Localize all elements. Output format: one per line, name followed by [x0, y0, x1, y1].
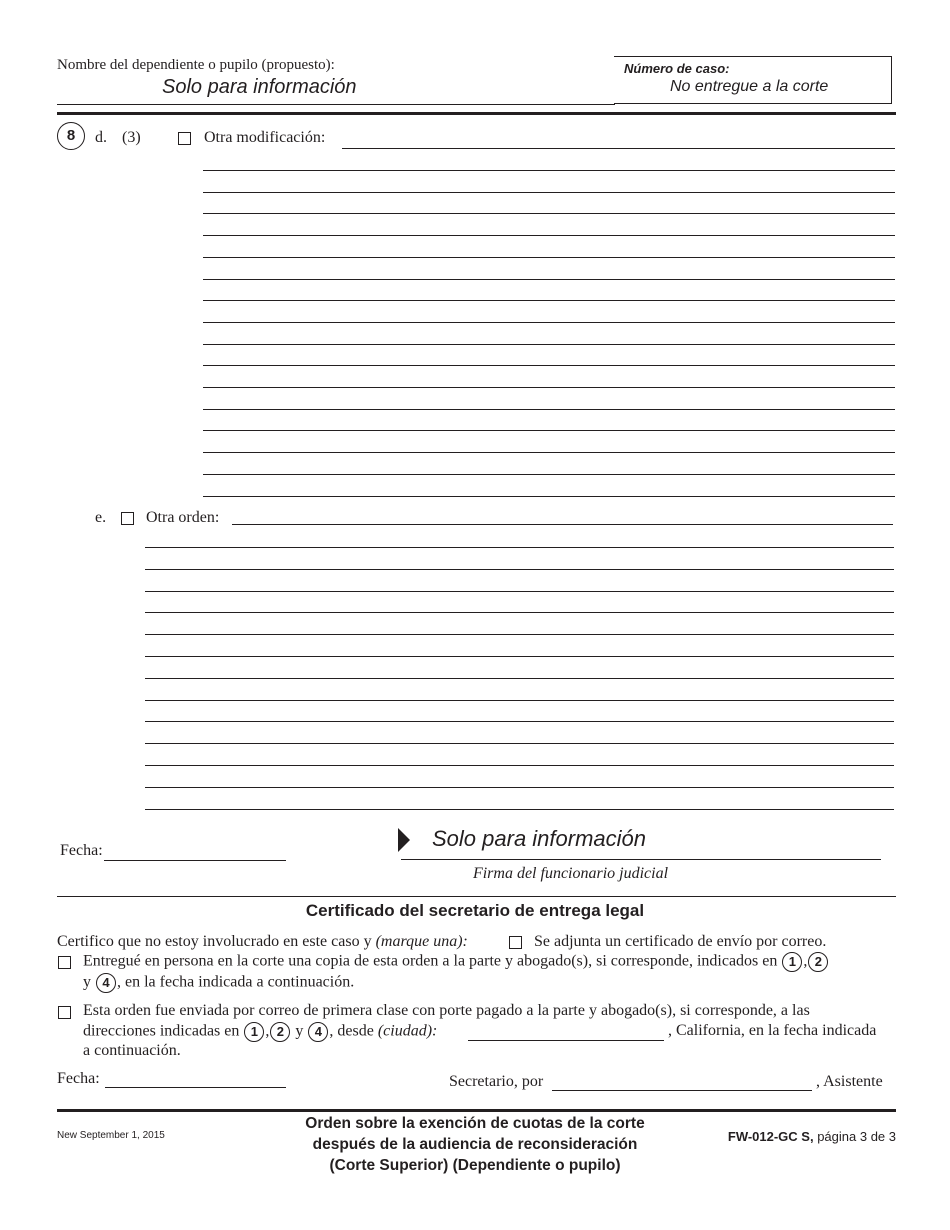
clerk-intro-line: [57, 933, 468, 951]
footer-title: [260, 1113, 690, 1176]
other-modification-line[interactable]: [203, 474, 895, 475]
other-order-line[interactable]: [145, 809, 894, 810]
footer-form-id: [728, 1129, 896, 1144]
footer-title-line3: (Corte Superior) (Dependiente o pupilo): [329, 1157, 621, 1174]
mailed-line3: a continuación.: [83, 1042, 181, 1059]
other-order-line[interactable]: [145, 656, 894, 657]
mailed-city-field[interactable]: [468, 1040, 664, 1041]
attached-certificate-checkbox[interactable]: [509, 936, 522, 949]
other-order-line[interactable]: [145, 700, 894, 701]
judge-signature-line[interactable]: [401, 859, 881, 860]
other-modification-line[interactable]: [203, 344, 895, 345]
footer-title-line2: después de la audiencia de reconsideración: [312, 1136, 638, 1153]
clerk-intro-italic: (marque una):: [375, 933, 468, 950]
other-order-line[interactable]: [145, 678, 894, 679]
other-modification-checkbox[interactable]: [178, 132, 191, 145]
other-order-line[interactable]: [232, 524, 893, 525]
clerk-signature-field[interactable]: [552, 1090, 812, 1091]
served-in-person-line1: Entregué en persona en la corte una copia de esta orden a la parte y abogado(s), si corresponde, indicados en 1 , 2: [83, 952, 829, 972]
mail-ref-circle-1: 1: [244, 1022, 264, 1042]
mailed-checkbox[interactable]: [58, 1006, 71, 1019]
other-order-line[interactable]: [145, 547, 894, 548]
served-in-person-end: , en la fecha indicada a continuación.: [117, 973, 355, 991]
attached-certificate-label: Se adjunta un certificado de envío por correo.: [534, 933, 827, 950]
ref-circle-2: 2: [808, 952, 828, 972]
other-order-line[interactable]: [145, 721, 894, 722]
header-divider: [57, 112, 896, 115]
mail-ref-circle-2: 2: [270, 1022, 290, 1042]
mailed-city-label: (ciudad):: [377, 1022, 438, 1040]
other-order-line[interactable]: [145, 569, 894, 570]
served-in-person-text: Entregué en persona en la corte una copia de esta orden a la parte y abogado(s), si corresponde, indicados en: [83, 952, 778, 970]
judge-date-field[interactable]: [104, 860, 286, 861]
item-e-letter: e.: [95, 509, 107, 526]
clerk-date-label: Fecha:: [57, 1070, 100, 1087]
other-modification-line[interactable]: [203, 213, 895, 214]
footer-revision: New September 1, 2015: [57, 1130, 165, 1141]
other-modification-line[interactable]: [203, 170, 895, 171]
mail-ref-circle-4: 4: [308, 1022, 328, 1042]
other-order-line[interactable]: [145, 765, 894, 766]
clerk-certificate-title: Certificado del secretario de entrega legal: [305, 901, 645, 920]
footer-title-line1: Orden sobre la exención de cuotas de la corte: [305, 1115, 645, 1132]
judge-date-label: Fecha:: [60, 842, 103, 859]
mailed-line2-end: , California, en la fecha indicada: [668, 1022, 877, 1039]
other-order-checkbox[interactable]: [121, 512, 134, 525]
ref-circle-4: 4: [96, 973, 116, 993]
item-number-8: 8: [57, 122, 85, 150]
clerk-intro: Certifico que no estoy involucrado en este caso y: [57, 933, 372, 950]
case-number-value: No entregue a la corte: [670, 78, 829, 95]
footer-form-number: FW-012-GC S,: [727, 1129, 814, 1144]
signature-caption: Firma del funcionario judicial: [472, 865, 669, 882]
other-order-line[interactable]: [145, 612, 894, 613]
mailed-line1: Esta orden fue enviada por correo de primera clase con porte pagado a la parte y abogado(s), si corresponde, a las: [83, 1002, 810, 1019]
other-order-label: Otra orden:: [146, 509, 220, 526]
other-modification-line[interactable]: [342, 148, 895, 149]
dependent-name-value: Solo para información: [162, 76, 357, 98]
mailed-y: y: [295, 1022, 304, 1040]
dependent-name-label: Nombre del dependiente o pupilo (propuesto):: [57, 57, 335, 73]
other-modification-line[interactable]: [203, 409, 895, 410]
other-order-line[interactable]: [145, 787, 894, 788]
certificate-top-divider: [57, 896, 896, 897]
clerk-by-label: Secretario, por: [449, 1073, 544, 1090]
served-in-person-y: y: [83, 973, 91, 991]
other-modification-line[interactable]: [203, 387, 895, 388]
item-d-letter: d.: [95, 129, 107, 146]
other-order-line[interactable]: [145, 591, 894, 592]
footer-divider: [57, 1109, 896, 1112]
other-modification-line[interactable]: [203, 452, 895, 453]
case-number-label: Número de caso:: [624, 61, 730, 76]
other-modification-line[interactable]: [203, 279, 895, 280]
mailed-desde: , desde: [329, 1022, 374, 1040]
other-modification-line[interactable]: [203, 235, 895, 236]
other-order-line[interactable]: [145, 634, 894, 635]
footer-page-label: página 3 de 3: [817, 1129, 896, 1144]
item-d-sub: (3): [122, 129, 141, 146]
mailed-line2-start: direcciones indicadas en: [83, 1022, 240, 1040]
other-modification-line[interactable]: [203, 496, 895, 497]
served-in-person-checkbox[interactable]: [58, 956, 71, 969]
other-modification-line[interactable]: [203, 192, 895, 193]
assistant-label: , Asistente: [816, 1073, 883, 1090]
judge-signature-value: Solo para información: [432, 826, 647, 851]
ref-circle-1: 1: [782, 952, 802, 972]
other-modification-line[interactable]: [203, 300, 895, 301]
served-in-person-line2: [83, 973, 354, 993]
signature-arrow-icon: [398, 828, 410, 852]
other-order-line[interactable]: [145, 743, 894, 744]
other-modification-line[interactable]: [203, 430, 895, 431]
dependent-name-underline: [57, 104, 615, 105]
clerk-date-field[interactable]: [105, 1087, 286, 1088]
other-modification-line[interactable]: [203, 322, 895, 323]
other-modification-label: Otra modificación:: [204, 129, 326, 146]
other-modification-line[interactable]: [203, 257, 895, 258]
mailed-line2: direcciones indicadas en 1 , 2 y 4 , desde (ciudad):: [83, 1022, 437, 1042]
other-modification-line[interactable]: [203, 365, 895, 366]
